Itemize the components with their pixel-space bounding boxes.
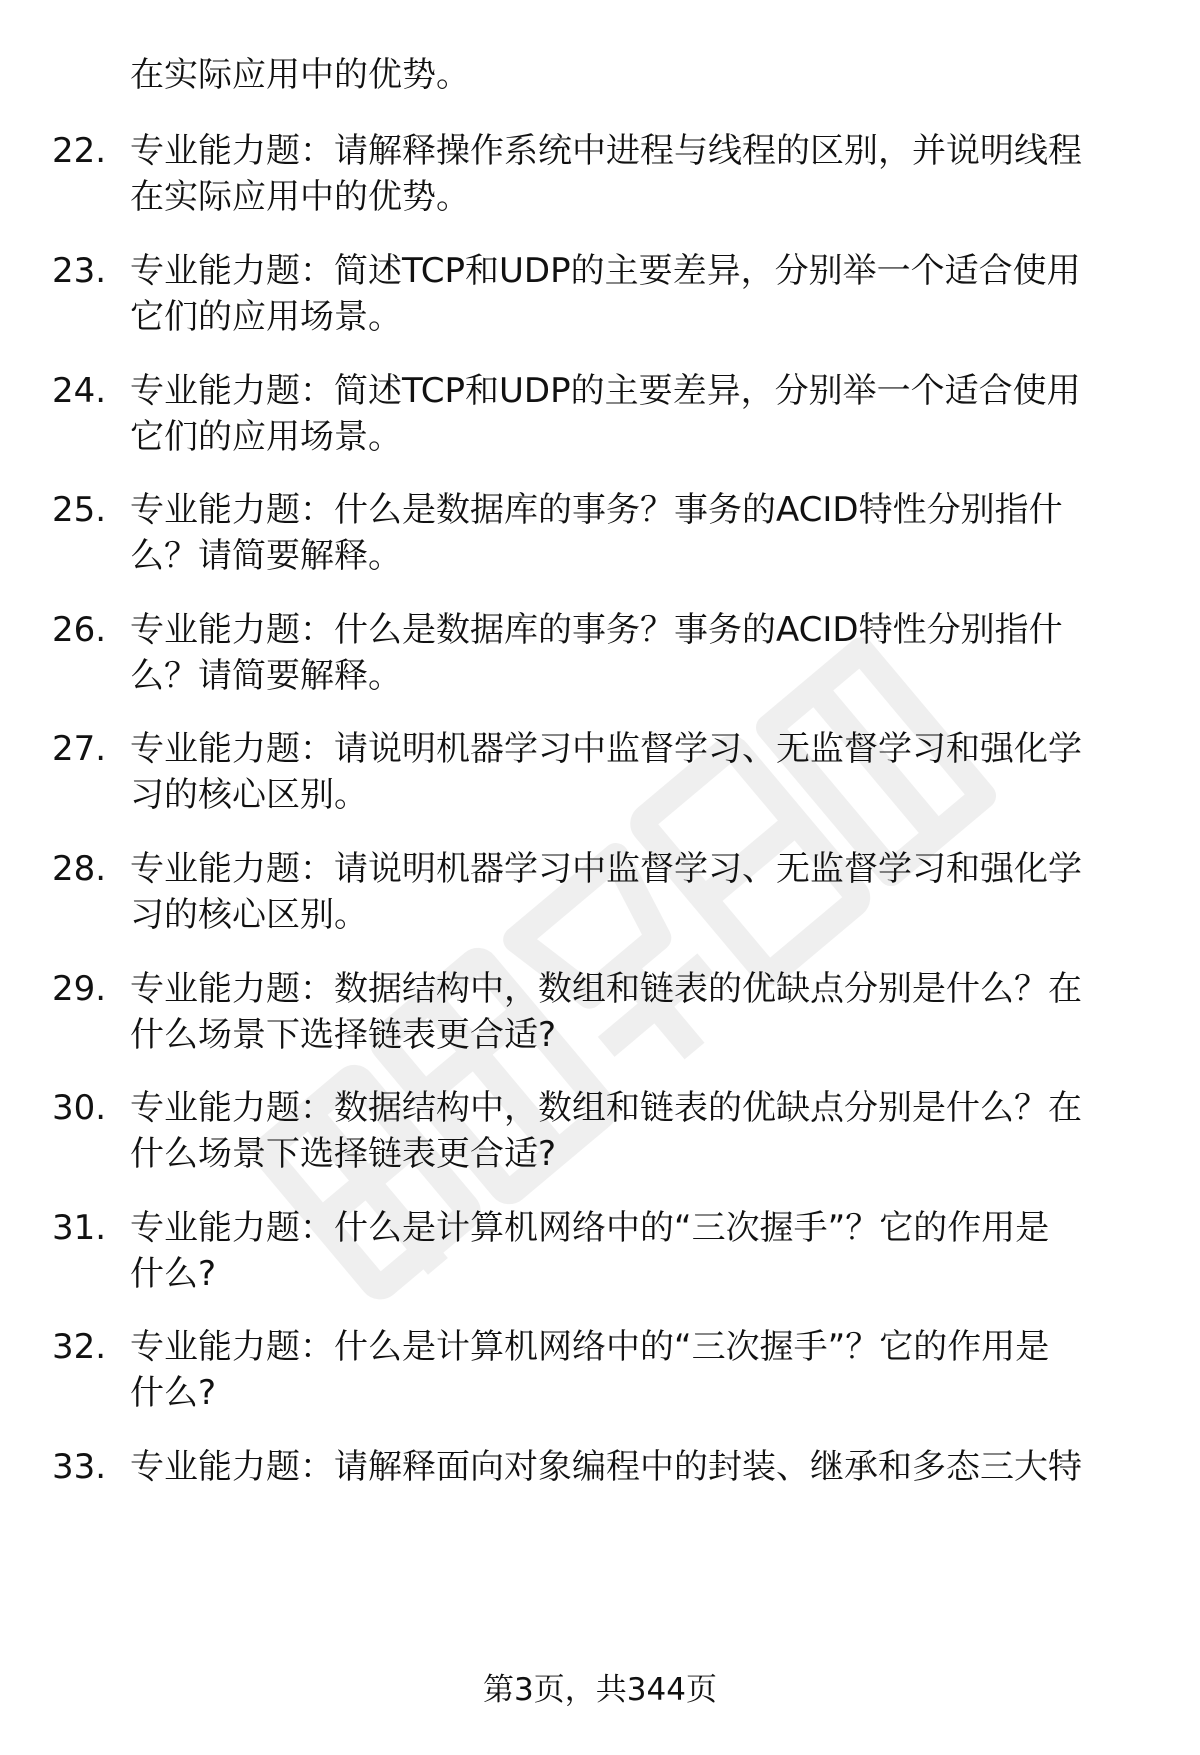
question-text-line1: 专业能力题：简述TCP和UDP的主要差异，分别举一个适合使用: [130, 371, 1081, 411]
page-footer: 第3页，共344页: [483, 1672, 717, 1708]
question-number: 24.: [52, 371, 107, 411]
question-text-line1: 专业能力题：请解释面向对象编程中的封装、继承和多态三大特: [130, 1447, 1082, 1487]
question-text-line2: 习的核心区别。: [130, 895, 368, 935]
question-text-line2: 它们的应用场景。: [130, 297, 402, 337]
question-text-line2: 什么?: [130, 1254, 217, 1294]
question-number: 28.: [52, 849, 107, 889]
question-number: 27.: [52, 729, 107, 769]
question-text-line2: 么？请简要解释。: [130, 536, 402, 576]
question-number: 23.: [52, 251, 107, 291]
question-number: 30.: [52, 1088, 107, 1128]
question-text-line2: 什么场景下选择链表更合适?: [130, 1134, 557, 1174]
question-text-line1: 专业能力题：请说明机器学习中监督学习、无监督学习和强化学: [130, 729, 1082, 769]
question-text-line1: 专业能力题：请解释操作系统中进程与线程的区别，并说明线程: [130, 131, 1082, 171]
question-text-line2: 么？请简要解释。: [130, 656, 402, 696]
question-number: 32.: [52, 1327, 107, 1367]
question-number: 33.: [52, 1447, 107, 1487]
question-text-line2: 什么?: [130, 1373, 217, 1413]
question-text-line1: 专业能力题：数据结构中，数组和链表的优缺点分别是什么？在: [130, 969, 1082, 1009]
question-text-line1: 专业能力题：数据结构中，数组和链表的优缺点分别是什么？在: [130, 1088, 1082, 1128]
question-number: 26.: [52, 610, 107, 650]
question-text-line2: 习的核心区别。: [130, 775, 368, 815]
question-text-line2: 它们的应用场景。: [130, 417, 402, 457]
question-text-line2: 在实际应用中的优势。: [130, 177, 470, 217]
question-number: 22.: [52, 131, 107, 171]
question-text-line1: 专业能力题：什么是数据库的事务？事务的ACID特性分别指什: [130, 610, 1063, 650]
question-text-line1: 专业能力题：什么是数据库的事务？事务的ACID特性分别指什: [130, 490, 1063, 530]
question-text-line2: 什么场景下选择链表更合适?: [130, 1015, 557, 1055]
question-number: 31.: [52, 1208, 107, 1248]
question-text-line1: 专业能力题：请说明机器学习中监督学习、无监督学习和强化学: [130, 849, 1082, 889]
question-number: 25.: [52, 490, 107, 530]
question-text-line1: 专业能力题：什么是计算机网络中的“三次握手”？它的作用是: [130, 1208, 1050, 1248]
question-number: 29.: [52, 969, 107, 1009]
question-text-line1: 专业能力题：什么是计算机网络中的“三次握手”？它的作用是: [130, 1327, 1050, 1367]
question-text-line1: 专业能力题：简述TCP和UDP的主要差异，分别举一个适合使用: [130, 251, 1081, 291]
continuation-line: 在实际应用中的优势。: [130, 55, 470, 95]
